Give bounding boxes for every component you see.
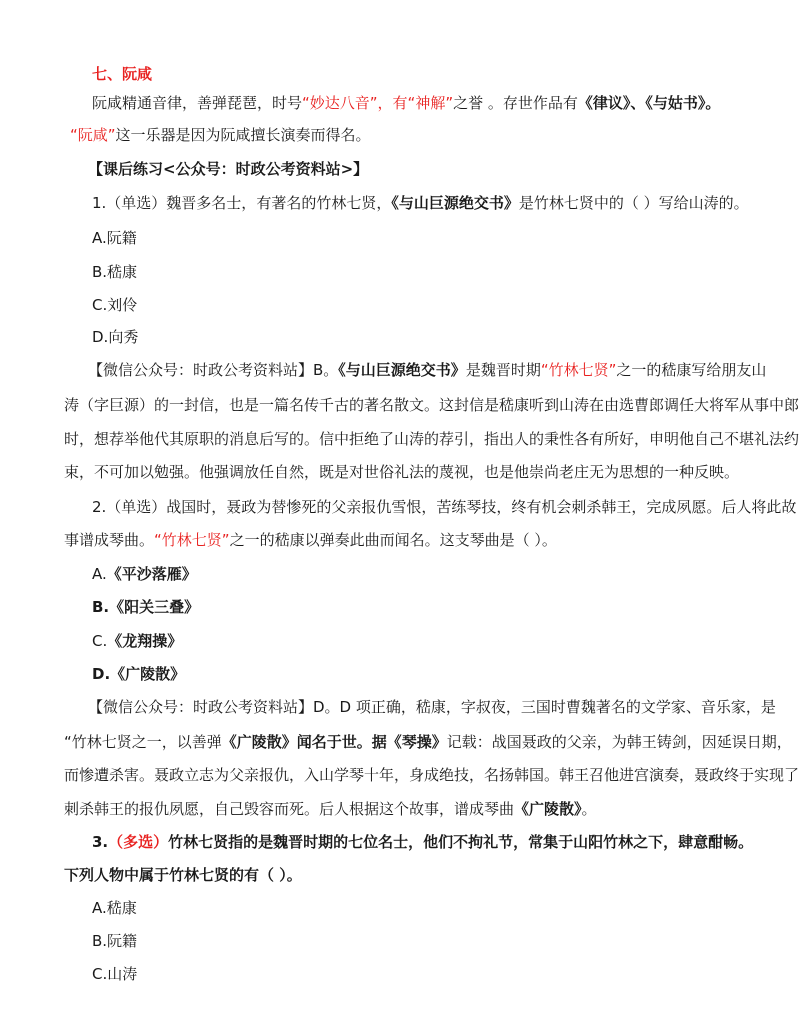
q2-answer-l4-end: 。 — [581, 800, 597, 818]
p1-works: 《律议》、《与姑书》 — [577, 94, 706, 112]
q1-option-d: D.向秀 — [92, 328, 139, 346]
q1-answer-line-3: 时，想荐举他代其原职的消息后写的。信中拒绝了山涛的荐引，指出人的秉性各有所好，申明他自己不堪礼法约 — [64, 430, 800, 448]
section-paragraph-1 — [92, 92, 720, 114]
q3-type: （多选） — [108, 833, 169, 851]
q2-option-d — [92, 663, 185, 685]
q2-answer-line-2 — [64, 731, 792, 753]
q3-stem-l1: 竹林七贤指的是魏晋时期的七位名士，他们不拘礼节，常集于山阳竹林之下，肆意酣畅。 — [168, 833, 754, 851]
p1-text-b: 之誉 。存世作品有 — [453, 94, 578, 112]
q2-option-d-letter: D. — [92, 665, 111, 683]
q1-option-a: A.阮籍 — [92, 229, 137, 247]
exercise-header: 【课后练习<公众号：时政公考资料站>】 — [88, 160, 369, 178]
p2-quote: “阮咸” — [70, 126, 116, 144]
q2-option-c-letter: C. — [92, 632, 108, 650]
q1-answer-quote: “竹林七贤” — [540, 361, 617, 379]
q3-stem-line-2: 下列人物中属于竹林七贤的有（ ）。 — [64, 866, 302, 884]
q2-stem-l2-quote: “竹林七贤” — [154, 531, 230, 549]
section-paragraph-2 — [70, 124, 371, 146]
q2-option-c — [92, 630, 182, 652]
q2-answer-l4-bold: 《广陵散》 — [514, 800, 582, 818]
q2-answer-line-3: 而惨遭杀害。聂政立志为父亲报仇，入山学琴十年，身成绝技，名扬韩国。韩王召他进宫演奏，聂政终于实现了 — [64, 766, 800, 784]
q2-option-d-text: 《广陵散》 — [110, 665, 186, 683]
q2-answer-l4-a: 刺杀韩王的报仇夙愿，自己毁容而死。后人根据这个故事，谱成琴曲 — [64, 800, 515, 818]
section-title: 七、阮咸 — [92, 65, 153, 83]
q2-answer-l2-b: 记载：战国聂政的父亲，为韩王铸剑，因延误日期， — [446, 733, 792, 751]
p2-rest: 这一乐器是因为阮咸擅长演奏而得名。 — [115, 126, 371, 144]
q1-option-c: C.刘伶 — [92, 296, 138, 314]
q1-option-b: B.嵇康 — [92, 263, 138, 281]
q3-stem-line-1 — [92, 831, 753, 853]
q3-option-b: B.阮籍 — [92, 932, 138, 950]
q2-option-b-text: 《阳关三叠》 — [109, 598, 200, 616]
p1-end: 。 — [705, 94, 721, 112]
q1-stem-b: 是竹林七贤中的（ ）写给山涛的。 — [518, 194, 749, 212]
q2-stem-line-1: 2.（单选）战国时，聂政为替惨死的父亲报仇雪恨，苦练琴技，终有机会刺杀韩王，完成夙愿。后人将此故 — [92, 498, 797, 516]
q2-option-c-text: 《龙翔操》 — [107, 632, 183, 650]
q2-option-a-letter: A. — [92, 565, 107, 583]
q1-answer-prefix: 【微信公众号：时政公考资料站】B。 — [88, 361, 339, 379]
q2-stem-l2-a: 事谱成琴曲。 — [64, 531, 155, 549]
q2-stem-line-2 — [64, 529, 557, 551]
q1-answer-bold: 《与山巨源绝交书》 — [338, 361, 466, 379]
p1-text-a: 阮咸精通音律，善弹琵琶，时号 — [92, 94, 303, 112]
q1-answer-mid: 是魏晋时期 — [465, 361, 541, 379]
q1-stem — [92, 192, 749, 214]
q1-stem-a: 1.（单选）魏晋多名士，有著名的竹林七贤， — [92, 194, 392, 212]
q2-option-b-letter: B. — [92, 598, 110, 616]
q2-option-a — [92, 563, 197, 585]
q3-option-a: A.嵇康 — [92, 899, 137, 917]
q2-option-a-text: 《平沙落雁》 — [106, 565, 197, 583]
q1-answer-line-1 — [88, 359, 766, 381]
q3-number: 3. — [92, 833, 109, 851]
q1-answer-l1-end: 之一的嵇康写给朋友山 — [616, 361, 767, 379]
q1-answer-line-2: 涛（字巨源）的一封信，也是一篇名传千古的著名散文。这封信是嵇康听到山涛在由选曹郎调任大将军从事中郎 — [64, 396, 800, 414]
q2-stem-l2-b: 之一的嵇康以弹奏此曲而闻名。这支琴曲是（ ）。 — [229, 531, 557, 549]
q1-stem-bold: 《与山巨源绝交书》 — [391, 194, 519, 212]
q2-answer-line-1: 【微信公众号：时政公考资料站】D。D 项正确，嵇康，字叔夜，三国时曹魏著名的文学家、音乐家，是 — [88, 698, 776, 716]
q1-answer-line-4: 束，不可加以勉强。他强调放任自然，既是对世俗礼法的蔑视，也是他崇尚老庄无为思想的一种反映。 — [64, 463, 740, 481]
p1-quote: “妙达八音”，有“神解” — [302, 94, 454, 112]
q3-option-c: C.山涛 — [92, 965, 138, 983]
q2-answer-line-4 — [64, 798, 597, 820]
q2-answer-l2-bold: 《广陵散》闻名于世。据《琴操》 — [221, 733, 447, 751]
q2-answer-l2-a: “竹林七贤之一，以善弹 — [64, 733, 222, 751]
q2-option-b — [92, 596, 199, 618]
